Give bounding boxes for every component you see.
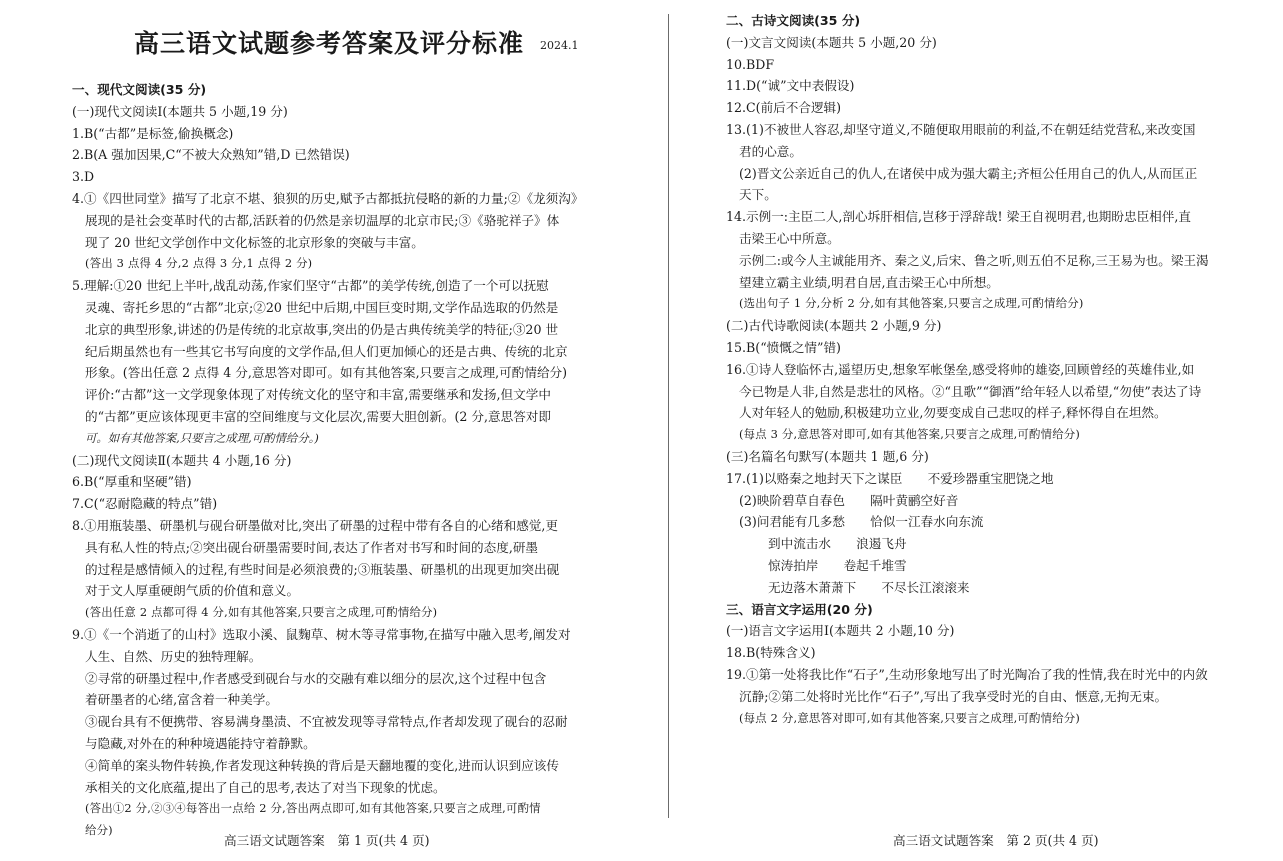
answer-line: ③砚台具有不便携带、容易满身墨渍、不宜被发现等寻常特点,作者却发现了砚台的忍耐 [85, 714, 568, 730]
answer-line: 天下。 [739, 187, 777, 203]
answer-line: (答出任意 2 点都可得 4 分,如有其他答案,只要言之成理,可酌情给分) [85, 605, 438, 620]
answer-line: ②寻常的研墨过程中,作者感受到砚台与水的交融有难以细分的层次,这个过程中包含 [85, 670, 547, 686]
answer-line: 与隐藏,对外在的种种境遇能持守着静默。 [85, 735, 316, 751]
answer-line: 10.BDF [726, 56, 775, 72]
answer-line: 11.D(“诚”文中表假设) [726, 78, 855, 94]
answer-line: 5.理解:①20 世纪上半叶,战乱动荡,作家们坚守“古都”的美学传统,创造了一个可以抚慰 [72, 278, 549, 294]
answer-line: (一)文言文阅读(本题共 5 小题,20 分) [726, 34, 937, 50]
answer-line: 17.(1)以赂秦之地封天下之谋臣 不爱珍器重宝肥饶之地 [726, 470, 1054, 486]
answer-line: (答出 3 点得 4 分,2 点得 3 分,1 点得 2 分) [85, 256, 313, 271]
answer-line: (三)名篇名句默写(本题共 1 题,6 分) [726, 448, 929, 464]
answer-line: 8.①用瓶装墨、研墨机与砚台研墨做对比,突出了研墨的过程中带有各自的心绪和感觉,更 [72, 517, 558, 533]
answer-line: 示例二:或今人主诚能用齐、秦之义,后宋、鲁之听,则五伯不足称,三王易为也。梁王渴 [739, 252, 1209, 268]
answer-line: 给分) [85, 823, 113, 838]
answer-line: 着研墨者的心绪,富含着一种美学。 [85, 692, 278, 708]
answer-line: 2.B(A 强加因果,C“不被大众熟知”错,D 已然错误) [72, 147, 350, 163]
document-title: 高三语文试题参考答案及评分标准 [134, 29, 525, 58]
answer-line: 13.(1)不被世人容忍,却坚守道义,不随便取用眼前的利益,不在朝廷结党营私,来改变国 [726, 121, 1196, 137]
answer-line: (3)问君能有几多愁 恰似一江春水向东流 [739, 514, 984, 530]
answer-line: 惊涛拍岸 卷起千堆雪 [768, 557, 907, 573]
answer-line: 4.①《四世同堂》描写了北京不堪、狼狈的历史,赋予古都抵抗侵略的新的力量;②《龙须沟》 [72, 190, 584, 206]
page-1-body [72, 79, 617, 842]
answer-line: 灵魂、寄托乡思的“古都”北京;②20 世纪中后期,中国巨变时期,文学作品选取的仍然是 [85, 299, 559, 315]
page-footer: 高三语文试题答案 第 2 页(共 4 页) [893, 833, 1099, 848]
page-divider [668, 14, 669, 818]
section-heading: 二、古诗文阅读(35 分) [726, 13, 861, 28]
page-2-body [726, 10, 1271, 729]
answer-line: 的“古都”更应该体现更丰富的空间维度与文化层次,需要大胆创新。(2 分,意思答对即 [85, 408, 551, 424]
answer-line: (二)现代文阅读Ⅱ(本题共 4 小题,16 分) [72, 452, 292, 468]
answer-line: 沉静;②第二处将时光比作“石子”,写出了我享受时光的自由、惬意,无拘无束。 [739, 688, 1168, 704]
answer-line: 7.C(“忍耐隐藏的特点”错) [72, 496, 218, 512]
answer-line: 人生、自然、历史的独特理解。 [85, 648, 262, 664]
answer-line: 12.C(前后不合逻辑) [726, 100, 842, 116]
answer-line: 到中流击水 浪遏飞舟 [768, 536, 907, 552]
answer-line: (每点 3 分,意思答对即可,如有其他答案,只要言之成理,可酌情给分) [739, 427, 1081, 442]
answer-line: 16.①诗人登临怀古,遥望历史,想象军帐堡垒,感受将帅的雄姿,回顾曾经的英雄伟业,如 [726, 361, 1195, 377]
answer-line: 14.示例一:主臣二人,剖心坼肝相信,岂移于浮辞哉! 梁王自视明君,也期盼忠臣相伴,直 [726, 209, 1191, 225]
answer-line: 的过程是感情倾入的过程,有些时间是必须浪费的;③瓶装墨、研墨机的出现更加突出砚 [85, 561, 560, 577]
answer-line: (选出句子 1 分,分析 2 分,如有其他答案,只要言之成理,可酌情给分) [739, 296, 1084, 311]
answer-line: 具有私人性的特点;②突出砚台研墨需要时间,表达了作者对书写和时间的态度,研墨 [85, 539, 539, 555]
answer-line: 人对年轻人的勉励,积极建功立业,勿要变成自己悲叹的样子,释怀得自在坦然。 [739, 405, 1167, 421]
answer-line: 18.B(特殊含义) [726, 645, 816, 661]
answer-line: ④简单的案头物件转换,作者发现这种转换的背后是天翻地覆的变化,进而认识到应该传 [85, 757, 559, 773]
answer-line: 3.D [72, 169, 95, 185]
answer-line: 承相关的文化底蕴,提出了自己的思考,表达了对当下现象的忧虑。 [85, 779, 446, 795]
answer-line: 纪后期虽然也有一些其它书写向度的文学作品,但人们更加倾心的还是古典、传统的北京 [85, 343, 568, 359]
answer-line: 望建立霸主业绩,明君自居,直击梁王心中所想。 [739, 274, 999, 290]
answer-page-2 [670, 0, 1283, 861]
answer-line: 19.①第一处将我比作“石子”,生动形象地写出了时光陶冶了我的性情,我在时光中的内敛 [726, 666, 1208, 682]
answer-line: 今已物是人非,自然是悲壮的风格。②“且歌”“御酒”给年轻人以希望,“勿使”表达了诗 [739, 383, 1202, 399]
answer-line: 现了 20 世纪文学创作中文化标签的北京形象的突破与丰富。 [85, 234, 424, 250]
answer-line: 君的心意。 [739, 143, 802, 159]
answer-line: 评价:“古都”这一文学现象体现了对传统文化的坚守和丰富,需要继承和发扬,但文学中 [85, 387, 551, 403]
answer-line: 可。如有其他答案,只要言之成理,可酌情给分。) [85, 430, 319, 445]
answer-line: (二)古代诗歌阅读(本题共 2 小题,9 分) [726, 318, 942, 334]
document-date: 2024.1 [540, 39, 579, 52]
answer-line: 北京的典型形象,讲述的仍是传统的北京故事,突出的仍是古典传统美学的特征;③20 世 [85, 321, 559, 337]
page-footer: 高三语文试题答案 第 1 页(共 4 页) [224, 833, 430, 848]
answer-line: 9.①《一个消逝了的山村》选取小溪、鼠麴草、树木等寻常事物,在描写中融入思考,阐发对 [72, 626, 571, 642]
section-heading: 三、语言文字运用(20 分) [726, 601, 873, 617]
section-heading: 一、现代文阅读(35 分) [72, 82, 207, 97]
answer-line: 对于文人厚重硬朗气质的价值和意义。 [85, 583, 300, 599]
answer-line: 6.B(“厚重和坚硬”错) [72, 474, 192, 490]
answer-line: 击梁王心中所意。 [739, 230, 840, 246]
answer-line: 无边落木萧萧下 不尽长江滚滚来 [768, 579, 970, 595]
title-block [134, 24, 579, 60]
answer-line: 形象。(答出任意 2 点得 4 分,意思答对即可。如有其他答案,只要言之成理,可酌情给分) [85, 365, 568, 381]
answer-line: (一)语言文字运用Ⅰ(本题共 2 小题,10 分) [726, 623, 955, 639]
answer-line: (答出①2 分,②③④每答出一点给 2 分,答出两点即可,如有其他答案,只要言之成理,可酌情 [85, 801, 541, 816]
answer-page-1 [0, 0, 640, 861]
answer-line: 15.B(“愤慨之情”错) [726, 339, 841, 355]
answer-line: 1.B(“古都”是标签,偷换概念) [72, 125, 234, 141]
answer-line: (一)现代文阅读Ⅰ(本题共 5 小题,19 分) [72, 103, 288, 119]
answer-line: 展现的是社会变革时代的古都,活跃着的仍然是亲切温厚的北京市民;③《骆驼祥子》体 [85, 212, 560, 228]
answer-line: (2)映阶碧草自春色 隔叶黄鹂空好音 [739, 492, 959, 508]
answer-line: (每点 2 分,意思答对即可,如有其他答案,只要言之成理,可酌情给分) [739, 710, 1081, 725]
answer-line: (2)晋文公亲近自己的仇人,在诸侯中成为强大霸主;齐桓公任用自己的仇人,从而匡正 [739, 165, 1198, 181]
